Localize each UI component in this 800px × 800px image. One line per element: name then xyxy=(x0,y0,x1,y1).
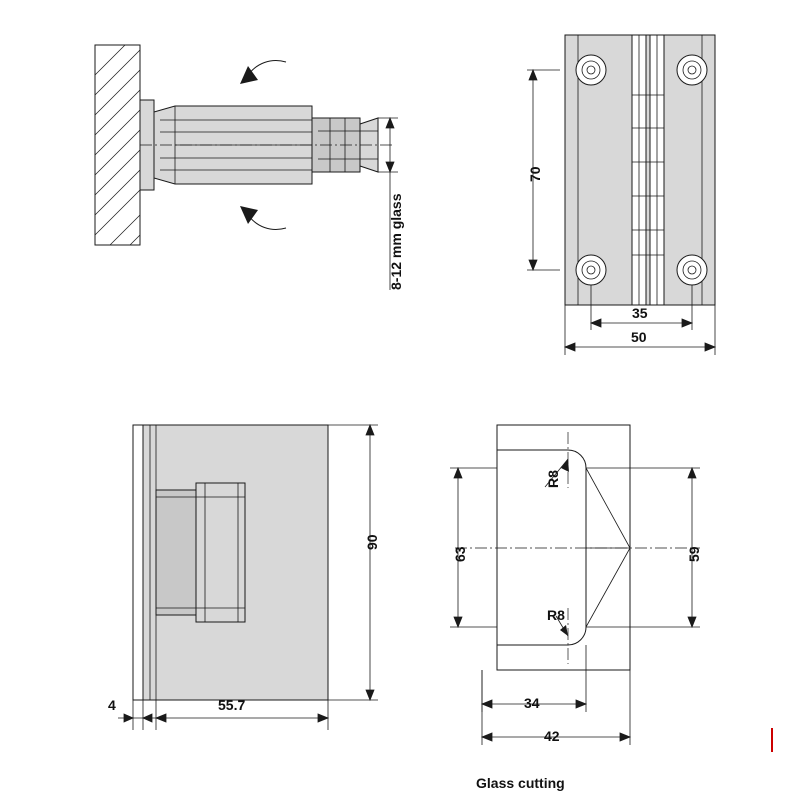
view-front-elevation xyxy=(527,35,715,355)
dim-label-35: 35 xyxy=(632,305,648,321)
dim-label-90: 90 xyxy=(364,534,380,550)
caption-glass-cutting: Glass cutting xyxy=(476,775,565,791)
view-glass-cutting xyxy=(450,425,700,745)
dim-label-42: 42 xyxy=(544,728,560,744)
screw-hole-bottom-left xyxy=(576,255,606,285)
radius-label-r8-top: R8 xyxy=(545,470,561,488)
screw-hole-bottom-right xyxy=(677,255,707,285)
dim-label-63: 63 xyxy=(452,546,468,562)
view-plan xyxy=(118,425,378,730)
dim-label-59: 59 xyxy=(686,546,702,562)
screw-hole-top-left xyxy=(576,55,606,85)
label-glass-thickness: 8-12 mm glass xyxy=(388,193,404,290)
view-side-section xyxy=(95,45,398,290)
rotation-arrow-down xyxy=(240,206,286,229)
dim-label-50: 50 xyxy=(631,329,647,345)
dim-90 xyxy=(328,425,378,700)
screw-hole-top-right xyxy=(677,55,707,85)
dim-4 xyxy=(118,700,158,730)
radius-label-r8-bottom: R8 xyxy=(547,607,565,623)
rotation-arrow-up xyxy=(240,61,286,84)
dim-label-70: 70 xyxy=(527,166,543,182)
dim-label-55-7: 55.7 xyxy=(218,697,246,713)
dim-label-4: 4 xyxy=(108,697,116,713)
dim-label-34: 34 xyxy=(524,695,540,711)
